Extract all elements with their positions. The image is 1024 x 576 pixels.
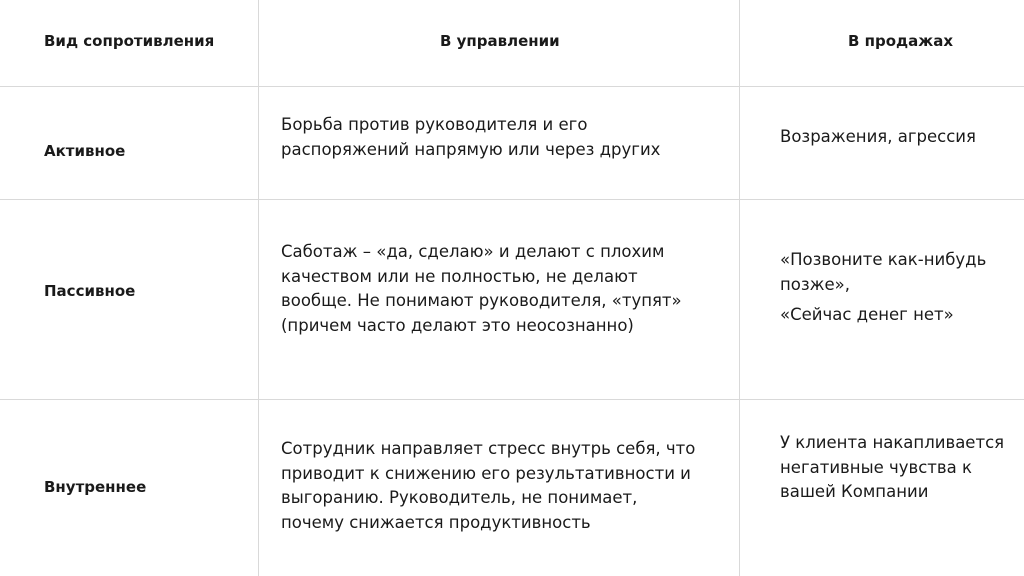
row-divider [0, 86, 1024, 87]
text-line: вообще. Не понимают руководителя, «тупят» [281, 291, 682, 310]
text-line: Борьба против руководителя и его [281, 115, 588, 134]
header-management: В управлении [440, 32, 560, 50]
text-line: негативные чувства к [780, 457, 972, 477]
row-label-passive: Пассивное [44, 282, 136, 300]
cell-passive-management [281, 240, 731, 338]
header-sales: В продажах [848, 32, 954, 50]
text-line: выгоранию. Руководитель, не понимает, [281, 488, 638, 507]
text-line: позже», [780, 274, 851, 294]
text-line: «Сейчас денег нет» [780, 305, 954, 324]
cell-passive-sales [780, 248, 1020, 328]
text-line: Сотрудник направляет стресс внутрь себя, что [281, 439, 696, 458]
cell-active-management [281, 113, 731, 162]
text-line: приводит к снижению его результативности и [281, 463, 691, 483]
text-line: Саботаж – «да, сделаю» и делают с плохим [281, 242, 665, 261]
row-divider [0, 199, 1024, 200]
text-line: «Позвоните как-нибудь [780, 250, 987, 269]
row-label-internal: Внутреннее [44, 478, 147, 496]
header-type: Вид сопротивления [44, 32, 215, 50]
text-line: вашей Компании [780, 482, 929, 501]
text-line: почему снижается продуктивность [281, 512, 591, 532]
row-divider [0, 399, 1024, 400]
cell-internal-sales [780, 431, 1020, 505]
cell-internal-management [281, 437, 731, 535]
text-line: У клиента накапливается [780, 433, 1005, 452]
text-line: качеством или не полностью, не делают [281, 266, 638, 286]
text-line: Возражения, агрессия [780, 127, 976, 146]
text-line: распоряжений напрямую или через других [281, 139, 661, 159]
text-line: (причем часто делают это неосознанно) [281, 315, 634, 335]
cell-active-sales [780, 125, 1020, 150]
row-label-active: Активное [44, 142, 126, 160]
